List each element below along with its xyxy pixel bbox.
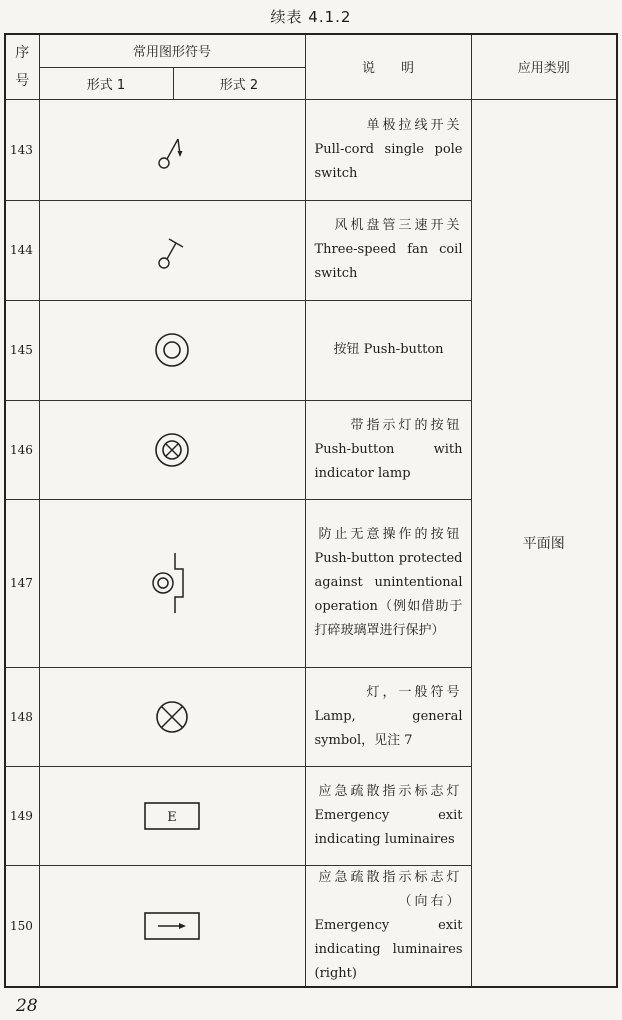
row-number: 145 bbox=[5, 300, 39, 400]
description-en: Three-speed fan coil switch bbox=[314, 242, 463, 281]
description-zh: 灯，一般符号 bbox=[366, 684, 463, 700]
symbols-header: 常用图形符号 bbox=[39, 34, 305, 67]
row-number: 144 bbox=[5, 200, 39, 300]
description-en: Pull-cord single pole switch bbox=[314, 141, 463, 181]
symbol-cell bbox=[39, 865, 305, 987]
row-number: 148 bbox=[5, 667, 39, 766]
row-number: 143 bbox=[5, 99, 39, 200]
protected-push-button-icon bbox=[147, 543, 197, 623]
symbol-cell bbox=[39, 99, 305, 200]
seq-header-line1: 序 bbox=[15, 44, 30, 61]
description-en: Push-button bbox=[363, 342, 444, 357]
symbol-cell bbox=[39, 400, 305, 499]
row-number: 146 bbox=[5, 400, 39, 499]
exit-sign-letter: E bbox=[167, 809, 177, 825]
description-en: Emergency exit indicating luminaires bbox=[314, 807, 463, 847]
description-cell bbox=[305, 99, 471, 200]
symbol-cell bbox=[39, 300, 305, 400]
pull-cord-switch-icon bbox=[152, 125, 192, 175]
push-button-icon bbox=[150, 328, 194, 372]
description-cell bbox=[305, 200, 471, 300]
description-cell bbox=[305, 865, 471, 987]
seq-header-line2: 号 bbox=[15, 72, 30, 89]
description-cell bbox=[305, 400, 471, 499]
description-cell bbox=[305, 300, 471, 400]
description-en: Lamp, general symbol，见注 7 bbox=[314, 708, 463, 748]
description-zh: 按钮 bbox=[333, 342, 360, 357]
table-caption: 续表 4.1.2 bbox=[270, 8, 352, 26]
category-header: 应用类别 bbox=[471, 34, 617, 99]
row-number: 150 bbox=[5, 865, 39, 987]
table-row bbox=[5, 99, 617, 200]
description-cell bbox=[305, 667, 471, 766]
row-number: 149 bbox=[5, 766, 39, 865]
description-zh: 单极拉线开关 bbox=[366, 117, 463, 133]
lamp-icon bbox=[152, 697, 192, 737]
description-cell bbox=[305, 766, 471, 865]
exit-sign-right-icon bbox=[142, 910, 202, 942]
symbol-cell bbox=[39, 499, 305, 667]
description-zh: 带指示灯的按钮 bbox=[350, 417, 463, 433]
symbol-cell bbox=[39, 667, 305, 766]
seq-header bbox=[5, 34, 39, 99]
description-zh: 风机盘管三速开关 bbox=[334, 218, 463, 233]
category-cell: 平面图 bbox=[471, 99, 617, 987]
exit-sign-e-icon bbox=[142, 800, 202, 832]
description-en: Emergency exit indicating luminaires (right) bbox=[314, 917, 463, 981]
description-en: Push-button with indicator lamp bbox=[314, 441, 463, 481]
three-speed-switch-icon bbox=[152, 225, 192, 275]
symbol-cell bbox=[39, 200, 305, 300]
description-zh: 防止无意操作的按钮 bbox=[318, 527, 463, 542]
push-button-lamp-icon bbox=[150, 428, 194, 472]
description-en: Push-button protected against unintentional operation（例如借助于打碎玻璃罩进行保护） bbox=[314, 551, 463, 638]
symbol-cell bbox=[39, 766, 305, 865]
form1-header: 形式 1 bbox=[39, 67, 173, 99]
page-number: 28 bbox=[16, 996, 38, 1016]
form2-header: 形式 2 bbox=[173, 67, 305, 99]
description-header: 说 明 bbox=[305, 34, 471, 99]
row-number: 147 bbox=[5, 499, 39, 667]
description-cell bbox=[305, 499, 471, 667]
description-zh: 应急疏散指示标志灯（向右） bbox=[318, 869, 463, 909]
description-zh: 应急疏散指示标志灯 bbox=[318, 783, 463, 799]
symbol-table bbox=[4, 33, 618, 988]
